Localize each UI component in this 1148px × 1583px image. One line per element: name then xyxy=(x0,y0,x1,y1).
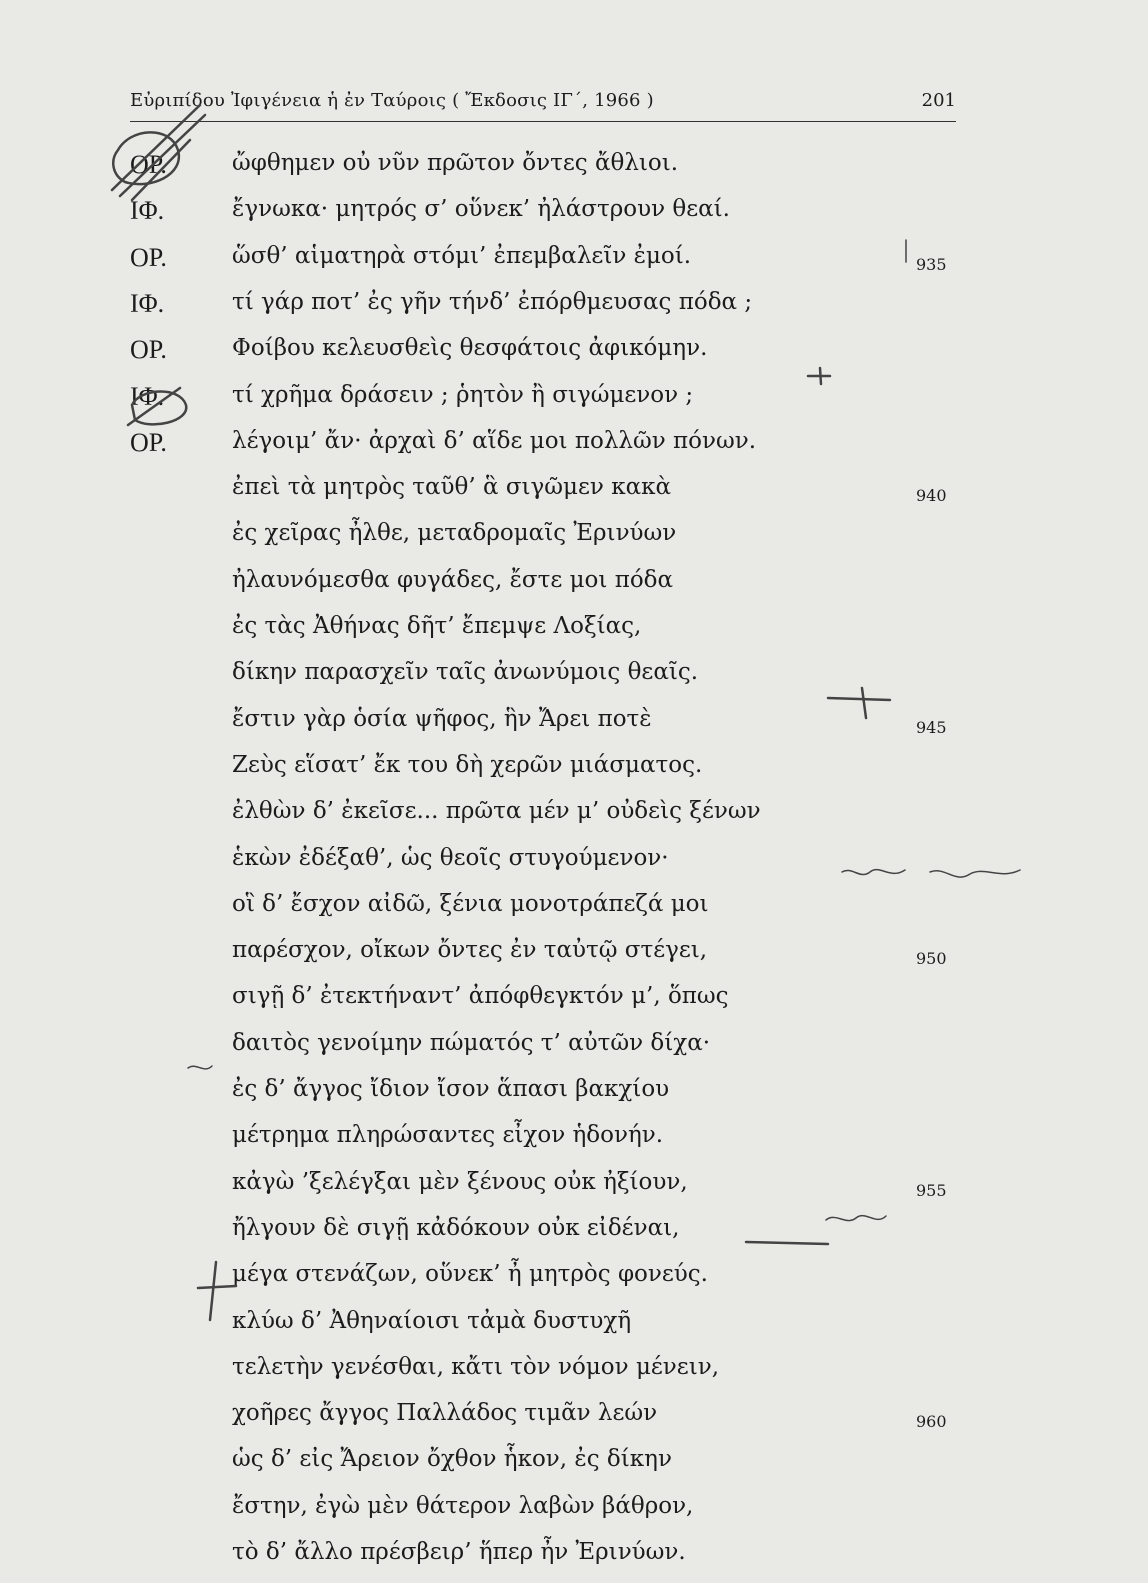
verse-line xyxy=(0,1354,1148,1398)
verse-line xyxy=(0,1076,1148,1120)
verse-text: τί γάρ ποτ’ ἐς γῆν τήνδ’ ἐπόρθμευσας πόδα ; xyxy=(232,288,753,315)
verse-text: τελετὴν γενέσθαι, κἄτι τὸν νόμον μένειν, xyxy=(232,1353,720,1380)
speaker-label: ΟΡ. xyxy=(130,427,167,457)
header-rule xyxy=(130,121,956,122)
speaker-label: ΙΦ. xyxy=(130,196,165,226)
verse-text: δίκην παρασχεῖν ταῖς ἀνωνύμοις θεαῖς. xyxy=(232,659,699,686)
verse-line xyxy=(0,428,1148,472)
verse-text: ἔγνωκα· μητρός σ’ οὕνεκ’ ἠλάστρουν θεαί. xyxy=(232,196,730,223)
verse-line xyxy=(0,243,1148,287)
verse-text: μέγα στενάζων, οὕνεκ’ ἦ μητρὸς φονεύς. xyxy=(232,1261,708,1288)
verse-text: ἔστιν γὰρ ὁσία ψῆφος, ἣν Ἄρει ποτὲ xyxy=(232,705,652,732)
verse-text: Ζεὺς εἵσατ’ ἔκ του δὴ χερῶν μιάσματος. xyxy=(232,751,703,778)
verse-line xyxy=(0,335,1148,379)
verse-text: κἀγὼ ’ξελέγξαι μὲν ξένους οὐκ ἠξίουν, xyxy=(232,1168,688,1195)
verse-line xyxy=(0,1122,1148,1166)
verse-text: ἐς χεῖρας ἦλθε, μεταδρομαῖς Ἐρινύων xyxy=(232,520,677,547)
verse-line xyxy=(0,845,1148,889)
verse-line xyxy=(0,567,1148,611)
speaker-label: ΟΡ. xyxy=(130,242,167,272)
verse-text: μέτρημα πληρώσαντες εἶχον ἡδονήν. xyxy=(232,1122,664,1149)
line-number: 935 xyxy=(916,254,947,274)
speaker-label: ΟΡ. xyxy=(130,335,167,365)
verse-line xyxy=(0,1169,1148,1213)
verse-line xyxy=(0,1539,1148,1583)
page-number: 201 xyxy=(921,90,956,111)
verse-line xyxy=(0,1215,1148,1259)
verse-line xyxy=(0,196,1148,240)
speaker-label: ΙΦ. xyxy=(130,381,165,411)
verse-line xyxy=(0,798,1148,842)
verse-text: δαιτὸς γενοίμην πώματός τ’ αὐτῶν δίχα· xyxy=(232,1029,711,1056)
verse-text: ὤφθημεν οὐ νῦν πρῶτον ὄντες ἄθλιοι. xyxy=(232,150,679,176)
verse-text: ἠλαυνόμεσθα φυγάδες, ἔστε μοι πόδα xyxy=(232,566,674,593)
verse-text: λέγοιμ’ ἄν· ἀρχαὶ δ’ αἵδε μοι πολλῶν πόνων. xyxy=(232,427,757,454)
verse-line xyxy=(0,659,1148,703)
line-number: 960 xyxy=(916,1412,947,1432)
verse-text: ἐπεὶ τὰ μητρὸς ταῦθ’ ἃ σιγῶμεν κακὰ xyxy=(232,474,672,501)
speaker-label: ΙΦ. xyxy=(130,288,165,318)
verse-text: ἤλγουν δὲ σιγῇ κἀδόκουν οὐκ εἰδέναι, xyxy=(232,1214,680,1241)
verse-line xyxy=(0,1446,1148,1490)
verse-text: ἔστην, ἐγὼ μὲν θάτερον λαβὼν βάθρον, xyxy=(232,1492,694,1519)
verse-line xyxy=(0,706,1148,750)
line-number: 955 xyxy=(916,1180,947,1200)
verse-line xyxy=(0,937,1148,981)
line-number: 940 xyxy=(916,486,947,506)
line-number: 950 xyxy=(916,949,947,969)
page-header xyxy=(130,86,956,116)
verse-text: χοῆρες ἄγγος Παλλάδος τιμᾶν λεών xyxy=(232,1400,658,1427)
verse-text: ἐς δ’ ἄγγος ἴδιον ἴσον ἅπασι βακχίου xyxy=(232,1076,670,1102)
verse-line xyxy=(0,983,1148,1027)
running-title: Εὐριπίδου Ἰφιγένεια ἡ ἐν Ταύροις ( Ἔκδοσις ΙΓ΄, 1966 ) xyxy=(130,90,654,111)
verse-line xyxy=(0,752,1148,796)
verse-line xyxy=(0,289,1148,333)
verse-line xyxy=(0,1308,1148,1352)
verse-text: οἳ δ’ ἔσχον αἰδῶ, ξένια μονοτράπεζά μοι xyxy=(232,890,709,917)
verse-text: ἑκὼν ἐδέξαθ’, ὡς θεοῖς στυγούμενον· xyxy=(232,844,669,871)
verse-line xyxy=(0,891,1148,935)
verse-text: ἐς τὰς Ἀθήνας δῆτ’ ἔπεμψε Λοξίας, xyxy=(232,613,642,639)
verse-text: ἐλθὼν δ’ ἐκεῖσε... πρῶτα μέν μ’ οὐδεὶς ξένων xyxy=(232,798,761,825)
verse-line xyxy=(0,1400,1148,1444)
verse-text: ὡς δ’ εἰς Ἄρειον ὄχθον ἧκον, ἐς δίκην xyxy=(232,1446,672,1473)
verse-text: σιγῇ δ’ ἐτεκτήναντ’ ἀπόφθεγκτόν μ’, ὅπως xyxy=(232,983,729,1010)
verse-line xyxy=(0,150,1148,194)
verse-text: τὸ δ’ ἄλλο πρέσβειρ’ ἥπερ ἦν Ἐρινύων. xyxy=(232,1539,686,1565)
verse-line xyxy=(0,1493,1148,1537)
verse-line xyxy=(0,1030,1148,1074)
verse-line xyxy=(0,520,1148,564)
verse-text: κλύω δ’ Ἀθηναίοισι τἀμὰ δυστυχῆ xyxy=(232,1307,632,1334)
verse-text: Φοίβου κελευσθεὶς θεσφάτοις ἀφικόμην. xyxy=(232,335,708,362)
verse-text: τί χρῆμα δράσειν ; ῥητὸν ἢ σιγώμενον ; xyxy=(232,381,694,408)
verse-line xyxy=(0,474,1148,518)
line-number: 945 xyxy=(916,717,947,737)
speaker-label: ΟΡ. xyxy=(130,150,167,179)
verse-text: ὥσθ’ αἱματηρὰ στόμι’ ἐπεμβαλεῖν ἐμοί. xyxy=(232,242,692,269)
verse-line xyxy=(0,382,1148,426)
verse-text: παρέσχον, οἴκων ὄντες ἐν ταὐτῷ στέγει, xyxy=(232,937,708,964)
verse-line xyxy=(0,1261,1148,1305)
verse-line xyxy=(0,613,1148,657)
